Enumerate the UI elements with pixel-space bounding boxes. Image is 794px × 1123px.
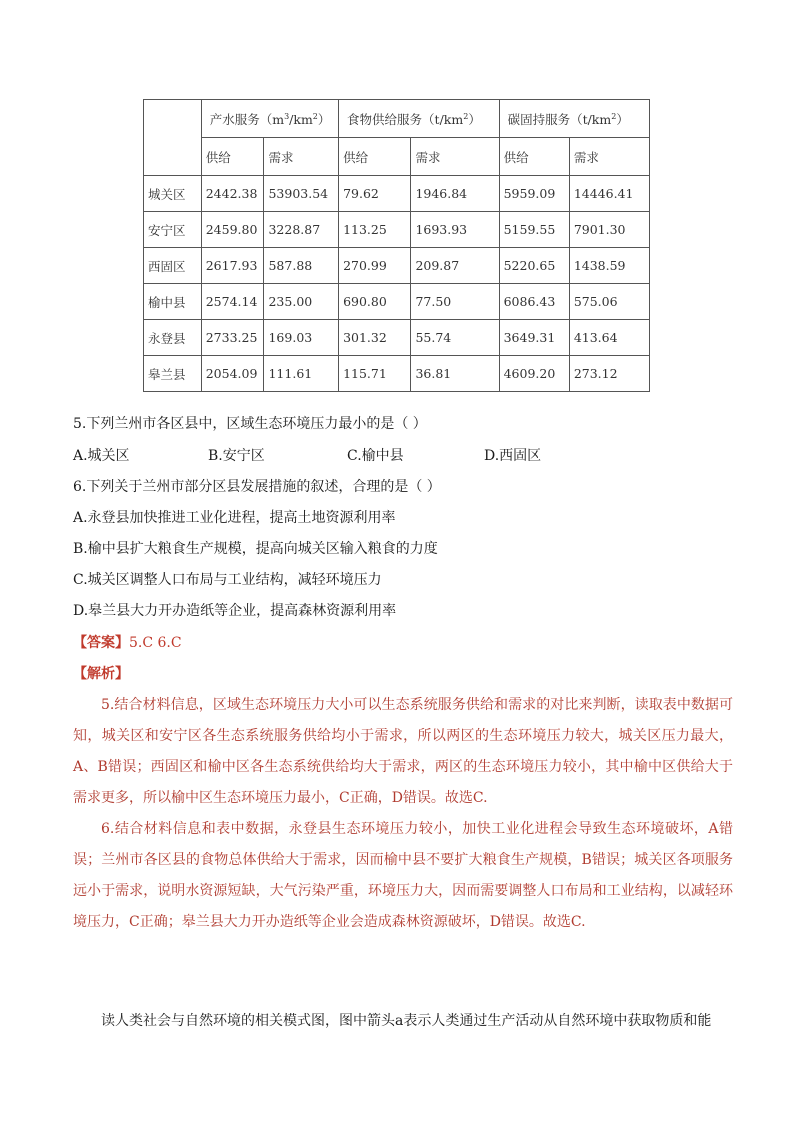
q5-option-d: D.西固区 — [484, 448, 542, 464]
table-row — [144, 356, 650, 392]
table-cell: 4609.20 — [499, 356, 569, 392]
table-cell: 1946.84 — [411, 176, 499, 212]
subheader-cell: 供给 — [499, 138, 569, 176]
table-row — [144, 176, 650, 212]
table-cell: 77.50 — [411, 284, 499, 320]
q6-option-b: B.榆中县扩大粮食生产规模，提高向城关区输入粮食的力度 — [73, 541, 438, 557]
table-cell: 1693.93 — [411, 212, 499, 248]
table-cell: 5959.09 — [499, 176, 569, 212]
table-subheader-row — [144, 138, 650, 176]
table-cell: 14446.41 — [569, 176, 649, 212]
table-cell: 53903.54 — [264, 176, 339, 212]
q5-option-b: B.安宁区 — [208, 448, 265, 464]
explanation-6: 6.结合材料信息和表中数据，永登县生态环境压力较小，加快工业化进程会导致生态环境破坏，A错误；兰州市各区县的食物总体供给大于需求，因而榆中县不要扩大粮食生产规模，B错误；城关区各项服务远小于需求，说明水资源短缺，大气污染严重，环境压力大，因而需要调整人口布局和工业结构，以减轻环境压力，C正确；皋兰县大力开办造纸等企业会造成森林资源破坏，D错误。故选C. — [73, 821, 733, 930]
question-5-stem: 5.下列兰州市各区县中，区域生态环境压力最小的是（ ） — [73, 416, 427, 432]
table-cell: 413.64 — [569, 320, 649, 356]
next-question-intro: 读人类社会与自然环境的相关模式图，图中箭头a表示人类通过生产活动从自然环境中获取物质和能 — [101, 1013, 712, 1029]
q5-option-c: C.榆中县 — [347, 448, 404, 464]
subheader-cell: 供给 — [339, 138, 411, 176]
table-corner-cell — [144, 100, 202, 176]
subheader-cell: 需求 — [569, 138, 649, 176]
table-row — [144, 212, 650, 248]
analysis-label-text: 【解析】 — [73, 666, 129, 682]
analysis-label — [73, 664, 129, 684]
table-cell: 2054.09 — [201, 356, 264, 392]
table-row — [144, 248, 650, 284]
table-cell: 2733.25 — [201, 320, 264, 356]
table-cell: 7901.30 — [569, 212, 649, 248]
answer-line — [73, 633, 182, 653]
table-cell: 2617.93 — [201, 248, 264, 284]
table-cell: 113.25 — [339, 212, 411, 248]
table-cell: 575.06 — [569, 284, 649, 320]
q6-option-c: C.城关区调整人口布局与工业结构，减轻环境压力 — [73, 572, 382, 588]
table-cell: 2442.38 — [201, 176, 264, 212]
header-food-service: 食物供给服务$(t/km^2)$ — [339, 100, 500, 138]
table-cell: 169.03 — [264, 320, 339, 356]
row-name: 西固区 — [144, 248, 202, 284]
table-cell: 2459.80 — [201, 212, 264, 248]
question-6-stem: 6.下列关于兰州市部分区县发展措施的叙述，合理的是（ ） — [73, 479, 441, 495]
table-cell: 690.80 — [339, 284, 411, 320]
table-cell: 79.62 — [339, 176, 411, 212]
table-cell: 270.99 — [339, 248, 411, 284]
table-cell: 5220.65 — [499, 248, 569, 284]
q6-option-d: D.皋兰县大力开办造纸等企业，提高森林资源利用率 — [73, 603, 397, 619]
table-row — [144, 320, 650, 356]
subheader-cell: 需求 — [411, 138, 499, 176]
table-cell: 587.88 — [264, 248, 339, 284]
table-cell: 6086.43 — [499, 284, 569, 320]
q5-option-a: A.城关区 — [73, 448, 130, 464]
explanation-5: 5.结合材料信息，区域生态环境压力大小可以生态系统服务供给和需求的对比来判断，读取表中数据可知，城关区和安宁区各生态系统服务供给均小于需求，所以两区的生态环境压力较大，城关区压力最大，A、B错误；西固区和榆中区各生态系统供给均大于需求，两区的生态环境压力较小，其中榆中区供给大于需求更多，所以榆中区生态环境压力最小，C正确，D错误。故选C. — [73, 697, 733, 806]
header-water-service: 产水服务$(m^3/km^2)$ — [201, 100, 338, 138]
table-cell: 5159.55 — [499, 212, 569, 248]
q6-option-a: A.永登县加快推进工业化进程，提高土地资源利用率 — [73, 510, 396, 526]
answer-label: 【答案】 — [73, 635, 129, 651]
table-header-row — [144, 100, 650, 138]
table-cell: 301.32 — [339, 320, 411, 356]
table-cell: 36.81 — [411, 356, 499, 392]
table-cell: 55.74 — [411, 320, 499, 356]
table-cell: 273.12 — [569, 356, 649, 392]
row-name: 永登县 — [144, 320, 202, 356]
subheader-cell: 需求 — [264, 138, 339, 176]
row-name: 安宁区 — [144, 212, 202, 248]
table-cell: 111.61 — [264, 356, 339, 392]
table-cell: 3649.31 — [499, 320, 569, 356]
ecosystem-service-table — [143, 99, 650, 392]
row-name: 皋兰县 — [144, 356, 202, 392]
subheader-cell: 供给 — [201, 138, 264, 176]
header-carbon-service: 碳固持服务$(t/km^2)$ — [499, 100, 649, 138]
table-cell: 115.71 — [339, 356, 411, 392]
row-name: 城关区 — [144, 176, 202, 212]
table-cell: 2574.14 — [201, 284, 264, 320]
row-name: 榆中县 — [144, 284, 202, 320]
table-cell: 3228.87 — [264, 212, 339, 248]
table-cell: 235.00 — [264, 284, 339, 320]
table-row — [144, 284, 650, 320]
table-cell: 1438.59 — [569, 248, 649, 284]
answer-text: 5.C 6.C — [129, 635, 182, 651]
table-cell: 209.87 — [411, 248, 499, 284]
question-5-options — [73, 446, 541, 466]
